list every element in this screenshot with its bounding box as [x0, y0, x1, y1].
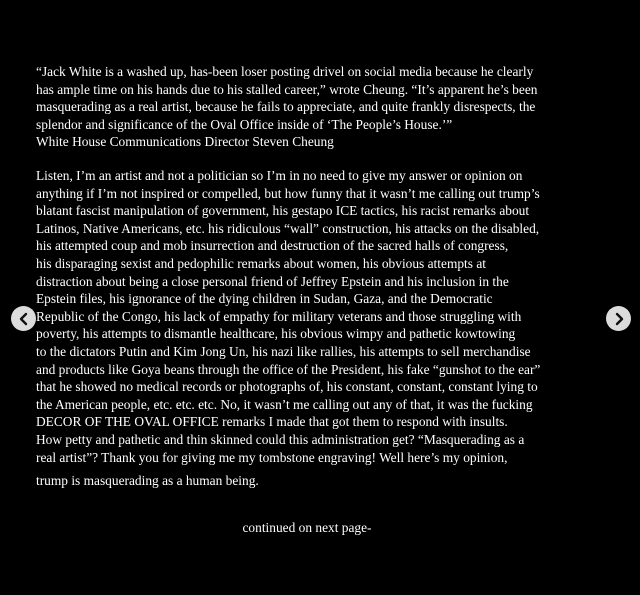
chevron-right-icon — [612, 312, 626, 326]
previous-slide-button[interactable] — [11, 306, 36, 331]
next-slide-button[interactable] — [606, 306, 631, 331]
body-paragraph: Listen, I’m an artist and not a politician so I’m in no need to give my answer or opinion on anything if I’m not inspired or compelled, but how funny that it wasn’t me calling out trump’s blatant fascist manipulation of government, his gestapo ICE tactics, his racist remarks about Latinos, Native Americans, etc. his ridiculous “wall” construction, his attacks on the disabled, his attempted coup and mob insurrection and destruction of the sacred halls of congress, his disparaging sexist and pedophilic remarks about women, his obvious attempts at distraction about being a close personal friend of Jeffrey Epstein and his inclusion in the Epstein files, his ignorance of the dying children in Sudan, Gaza, and the Democratic Republic of the Congo, his lack of empathy for military veterans and those struggling with poverty, his attempts to dismantle healthcare, his obvious wimpy and pathetic kowtowing to the dictators Putin and Kim Jong Un, his nazi like rallies, his attempts to sell merchandise and products like Goya beans through the office of the President, his fake “gunshot to the ear” that he showed no medical records or photographs of, his constant, constant, constant lying to the American people, etc. etc. etc. No, it wasn’t me calling out any of that, it was the fucking DECOR OF THE OVAL OFFICE remarks I made that got them to respond with insults. How petty and pathetic and thin skinned could this administration get? “Masquerading as a real artist”? Thank you for giving me my tombstone engraving! Well here’s my opinion, — [36, 168, 541, 465]
chevron-left-icon — [17, 312, 31, 326]
quote-paragraph: “Jack White is a washed up, has-been loser posting drivel on social media because he clearly has ample time on his hands due to his stalled career,” wrote Cheung. “It’s apparent he’s been masquerading as a real artist, because he fails to appreciate, and quite frankly disrespects, the splendor and significance of the Oval Office inside of ‘The People’s House.’” White House Communications Director Steven Cheung — [36, 64, 538, 150]
continued-note: continued on next page- — [242, 520, 372, 535]
closing-line: trump is masquerading as a human being. — [36, 473, 259, 488]
